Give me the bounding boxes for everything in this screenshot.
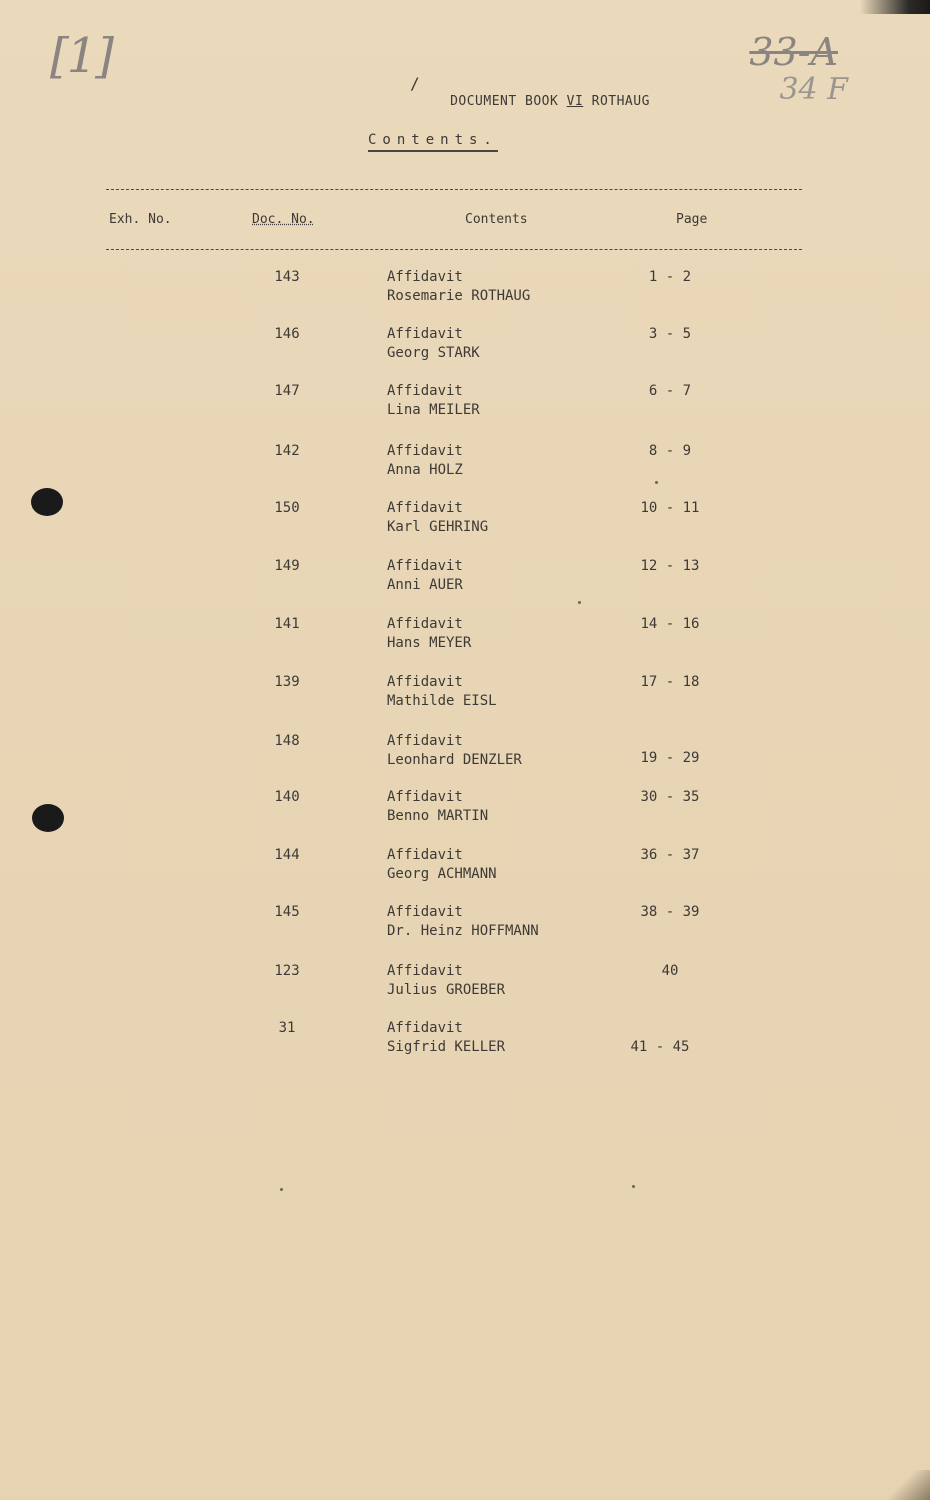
table-header-rule (106, 249, 802, 250)
paper-speck (578, 601, 581, 604)
entry-name: Dr. Heinz HOFFMANN (387, 923, 539, 939)
entry-type: Affidavit (387, 269, 463, 285)
page-range: 30 - 35 (640, 789, 700, 805)
entry-name: Benno MARTIN (387, 808, 489, 824)
entry-name: Sigfrid KELLER (387, 1039, 506, 1055)
entry-name: Anna HOLZ (387, 462, 463, 478)
paper-speck (280, 1188, 283, 1191)
table-top-rule (106, 189, 802, 190)
title-part-2: ROTHAUG (583, 94, 650, 109)
doc-number: 141 (274, 616, 300, 632)
punch-hole (31, 488, 63, 516)
entry-type: Affidavit (387, 674, 463, 690)
page-range: 41 - 45 (630, 1039, 690, 1055)
column-header-page: Page (676, 212, 708, 227)
entry-name: Karl GEHRING (387, 519, 489, 535)
table-row (0, 674, 930, 716)
page-range: 3 - 5 (648, 326, 692, 342)
table-row (0, 326, 930, 368)
column-header-doc-no: Doc. No. (252, 212, 315, 227)
table-row (0, 963, 930, 1005)
entry-name: Hans MEYER (387, 635, 472, 651)
doc-number: 150 (274, 500, 300, 516)
scan-corner-shadow-bottom (885, 1470, 930, 1500)
table-row (0, 847, 930, 889)
table-row (0, 558, 930, 600)
doc-number: 147 (274, 383, 300, 399)
entry-type: Affidavit (387, 443, 463, 459)
entry-type: Affidavit (387, 326, 463, 342)
handwritten-folio-old: 33-A (749, 30, 838, 74)
pencil-slash: / (410, 74, 420, 93)
entry-name: Leonhard DENZLER (387, 752, 522, 768)
page-range: 1 - 2 (648, 269, 692, 285)
entry-type: Affidavit (387, 616, 463, 632)
entry-name: Georg ACHMANN (387, 866, 497, 882)
contents-heading: Contents. (368, 132, 498, 152)
entry-name: Rosemarie ROTHAUG (387, 288, 531, 304)
table-row (0, 904, 930, 946)
entry-type: Affidavit (387, 500, 463, 516)
table-row (0, 383, 930, 425)
doc-number: 139 (274, 674, 300, 690)
document-title (0, 94, 930, 109)
entry-type: Affidavit (387, 847, 463, 863)
page-range: 38 - 39 (640, 904, 700, 920)
table-row (0, 789, 930, 831)
entry-name: Georg STARK (387, 345, 480, 361)
entry-type: Affidavit (387, 789, 463, 805)
page-range: 36 - 37 (640, 847, 700, 863)
table-row (0, 733, 930, 775)
table-row (0, 269, 930, 311)
entry-type: Affidavit (387, 963, 463, 979)
entry-name: Julius GROEBER (387, 982, 506, 998)
table-row (0, 1020, 930, 1062)
doc-number: 142 (274, 443, 300, 459)
handwritten-folio-new: 34 F (779, 72, 848, 107)
doc-number: 31 (278, 1020, 296, 1036)
paper-speck (632, 1185, 635, 1188)
punch-hole (32, 804, 64, 832)
page-range: 14 - 16 (640, 616, 700, 632)
handwritten-corner-mark: [1] (50, 28, 112, 84)
paper-speck (655, 481, 658, 484)
doc-number: 149 (274, 558, 300, 574)
table-row (0, 616, 930, 658)
page-range: 6 - 7 (648, 383, 692, 399)
entry-type: Affidavit (387, 904, 463, 920)
table-row (0, 500, 930, 542)
column-header-exh-no: Exh. No. (109, 212, 172, 227)
table-row (0, 443, 930, 485)
doc-number: 148 (274, 733, 300, 749)
doc-number: 123 (274, 963, 300, 979)
entry-name: Mathilde EISL (387, 693, 497, 709)
doc-number: 146 (274, 326, 300, 342)
entry-name: Anni AUER (387, 577, 463, 593)
entry-type: Affidavit (387, 733, 463, 749)
entry-type: Affidavit (387, 558, 463, 574)
scan-corner-shadow (860, 0, 930, 14)
page-range: 17 - 18 (640, 674, 700, 690)
doc-number: 144 (274, 847, 300, 863)
page-range: 10 - 11 (640, 500, 700, 516)
title-volume: VI (566, 94, 584, 109)
column-header-contents: Contents (465, 212, 528, 227)
entry-type: Affidavit (387, 1020, 463, 1036)
page-range: 40 (661, 963, 679, 979)
page-range: 19 - 29 (640, 750, 700, 766)
page-range: 12 - 13 (640, 558, 700, 574)
doc-number: 143 (274, 269, 300, 285)
entry-type: Affidavit (387, 383, 463, 399)
page-range: 8 - 9 (648, 443, 692, 459)
title-part-1: DOCUMENT BOOK (450, 94, 567, 109)
entry-name: Lina MEILER (387, 402, 480, 418)
doc-number: 140 (274, 789, 300, 805)
doc-number: 145 (274, 904, 300, 920)
